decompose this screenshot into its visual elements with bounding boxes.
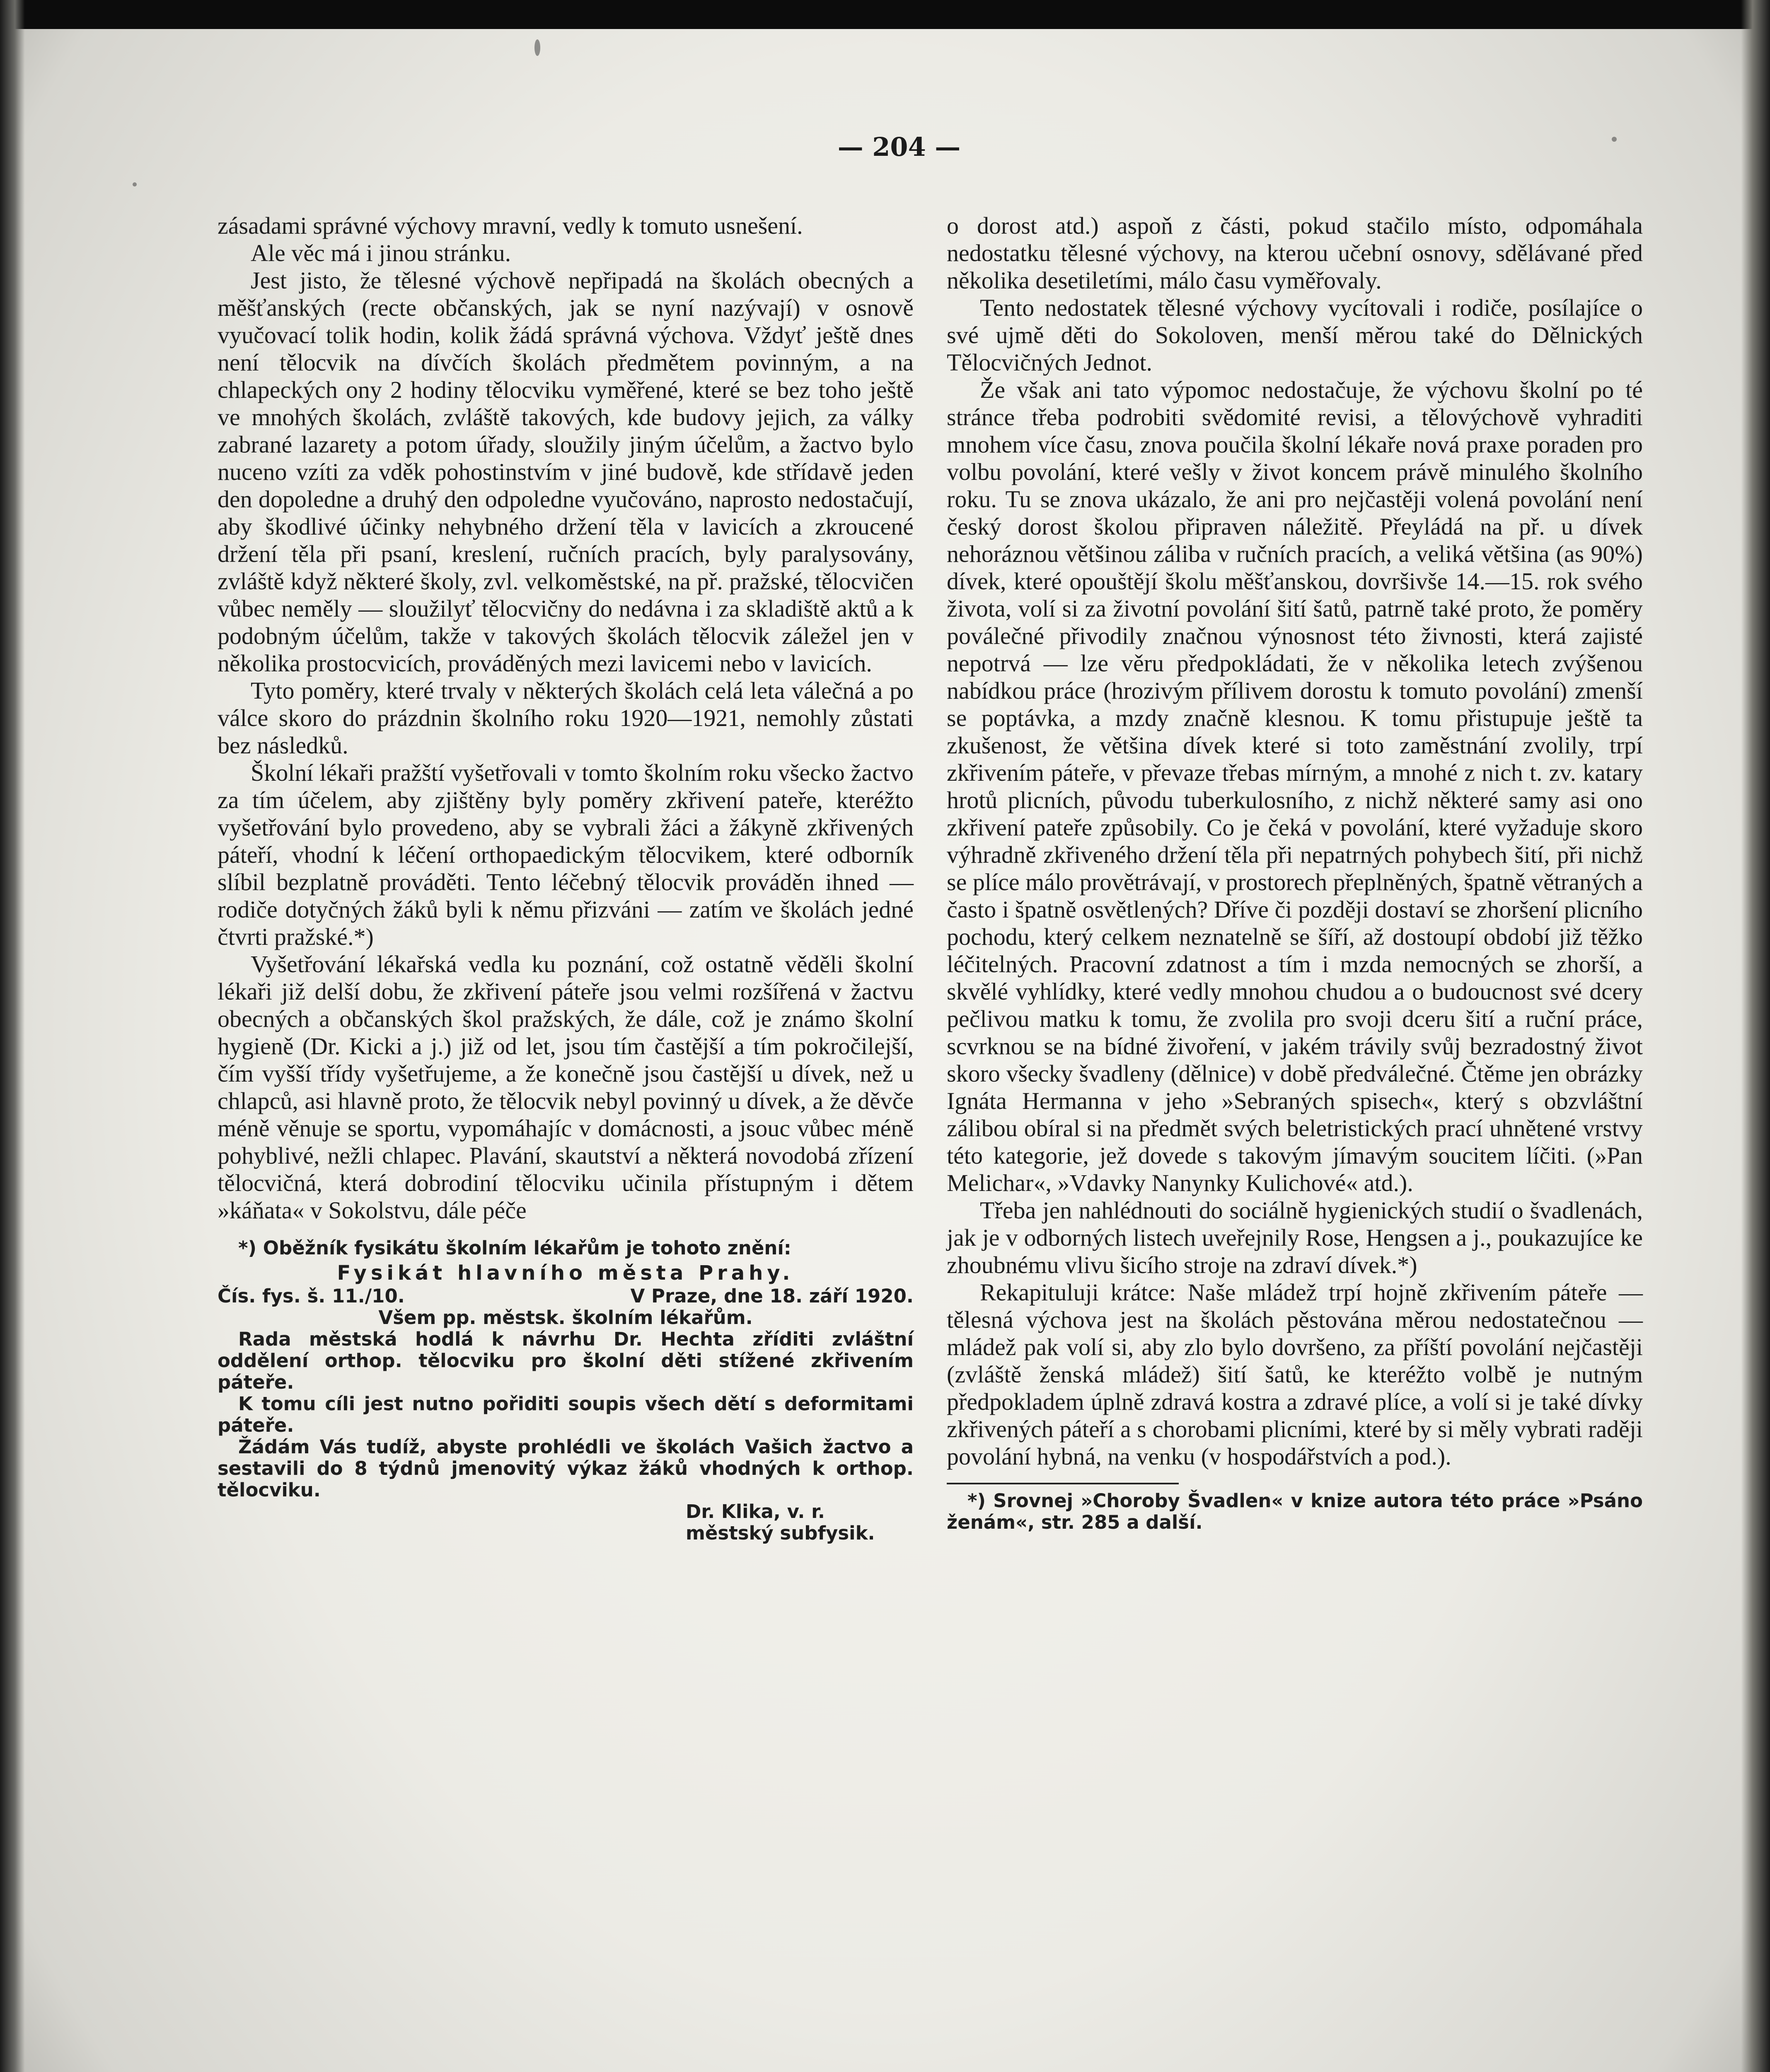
footnote-body: Rada městská hodlá k návrhu Dr. Hechta zříditi zvláštní oddělení orthop. tělocviku pro školní děti stížené zkřivením páteře.: [218, 1328, 914, 1393]
footnote-reference-row: [218, 1285, 914, 1307]
footnote-body: Žádám Vás tudíž, abyste prohlédli ve školách Vašich žactvo a sestavili do 8 týdnů jmenovitý výkaz žáků vhodných k orthop. tělocviku.: [218, 1436, 914, 1501]
page-number: — 204 —: [837, 132, 961, 162]
scan-dust: [534, 39, 540, 56]
paragraph: Tento nedostatek tělesné výchovy vycítovali i rodiče, posílajíce o své ujmě děti do Sokoloven, menší měrou také do Dělnických Tělocvičných Jednot.: [947, 294, 1643, 376]
scan-top-edge: [0, 0, 1770, 29]
footnote-intro: *) Oběžník fysikátu školním lékařům je tohoto znění:: [238, 1237, 791, 1259]
paragraph: zásadami správné výchovy mravní, vedly k tomuto usnešení.: [218, 212, 803, 239]
paragraph: Jest jisto, že tělesné výchově nepřipadá na školách obecných a měšťanských (recte občanských, jak se nyní nazývají) v osnově vyučovací tolik hodin, kolik žádá správná výchova. Vždyť ještě dnes není tělocvik na dívčích školách předmětem povinným, a na chlapeckých ony 2 hodiny tělocviku vyměřené, které se bez toho ještě ve mnohých školách, zvláště takových, kde budovy jejich, za války zabrané lazarety a potom úřady, sloužily jiným účelům, a žactvo bylo nuceno vzíti za vděk pohostinstvím v jiné budově, kde střídavě jeden den dopoledne a druhý den odpoledne vyučováno, naprosto nedostačují, aby škodlivé účinky nehybného držení těla v lavicích a zkroucené držení těla při psaní, kreslení, ručních pracích, byly paralysovány, zvláště když některé školy, zvl. velkoměstské, na př. pražské, tělocvičen vůbec neměly — sloužilyť tělocvičny do nedávna i za skladiště aktů a k podobným účelům, takže v takových školách tělocvik záležel jen v několika prostocvicích, prováděných mezi lavicemi nebo v lavicích.: [218, 267, 914, 677]
footnote-heading: Fysikát hlavního města Prahy.: [337, 1261, 794, 1285]
scan-dust: [1612, 137, 1617, 142]
scan-left-edge: [0, 0, 25, 2072]
reference-date: V Praze, dne 18. září 1920.: [630, 1285, 914, 1307]
footnote-body: K tomu cíli jest nutno pořiditi soupis všech dětí s deformitami páteře.: [218, 1393, 914, 1436]
footnote: *) Srovnej »Choroby Švadlen« v knize autora této práce »Psáno ženám«, str. 285 a další.: [947, 1490, 1643, 1533]
left-column: [218, 212, 914, 1544]
footnote-signature-title: městský subfysik.: [686, 1522, 875, 1544]
footnote: [218, 1237, 914, 1544]
paragraph: Školní lékaři pražští vyšetřovali v tomto školním roku všecko žactvo za tím účelem, aby zjištěny byly poměry zkřivení pateře, kteréžto vyšetřování bylo provedeno, aby se vybrali žáci a žákyně zkřivených páteří, vhodní k léčení orthopaedickým tělocvikem, které odborník slíbil bezplatně prováděti. Tento léčebný tělocvik prováděn ihned — rodiče dotyčných žáků byli k němu přizváni — zatím ve školách jedné čtvrti pražské.*): [218, 759, 914, 950]
paragraph: Ale věc má i jinou stránku.: [251, 240, 511, 266]
reference-number: Čís. fys. š. 11./10.: [218, 1285, 405, 1307]
scan-dust: [133, 182, 137, 186]
paragraph: o dorost atd.) aspoň z části, pokud stačilo místo, odpomáhala nedostatku tělesné výchovy, na kterou učební osnovy, sdělávané před několika desetiletími, málo času vyměřovaly.: [947, 212, 1643, 294]
footnote-addressee: Všem pp. městsk. školním lékařům.: [378, 1307, 753, 1329]
right-column: [947, 212, 1643, 1533]
paragraph: Tyto poměry, které trvaly v některých školách celá leta válečná a po válce skoro do prázdnin školního roku 1920—1921, nemohly zůstati bez následků.: [218, 677, 914, 759]
footnote-separator: [947, 1483, 1179, 1484]
paragraph: Třeba jen nahlédnouti do sociálně hygienických studií o švadlenách, jak je v odborných listech uveřejnily Rose, Hengsen a j., poukazujíce ke zhoubnému vlivu šicího stroje na zdraví dívek.*): [947, 1197, 1643, 1278]
paragraph: Že však ani tato výpomoc nedostačuje, že výchovu školní po té stránce třeba podrobiti svědomité revisi, a tělovýchově vyhraditi mnohem více času, znova poučila školní lékaře nová praxe poraden pro volbu povolání, které vešly v život koncem právě minulého školního roku. Tu se znova ukázalo, že ani pro nejčastěji volená povolání není český dorost školou připraven náležitě. Přeyládá na př. u dívek nehoráznou většinou záliba v ručních pracích, a veliká většina (as 90%) dívek, které opouštějí školu měšťanskou, dovršivše 14.—15. rok svého života, volí si za životní povolání šití šatů, patrně také proto, že poměry poválečné přivodily značnou výnosnost této živnosti, která zajisté nepotrvá — lze věru předpokládati, že v několika letech zvýšenou nabídkou práce (hrozivým přílivem dorostu k tomuto povolání) zmenší se poptávka, a mzdy značně klesnou. K tomu přistupuje ještě ta zkušenost, že většina dívek které si toto zaměstnání zvolily, trpí zkřivením páteře, v převaze třebas mírným, a mnohé z nich t. zv. katary hrotů plicních, původu tuberkulosního, z nichž některé samy asi ono zkřivení pateře způsobily. Co je čeká v povolání, které vyžaduje skoro výhradně zkřiveného držení těla při nepatrných pohybech šití, při nichž se plíce málo provětrávají, v prostorech přeplněných, špatně větraných a často i špatně osvětlených? Dříve či později dostaví se zhoršení plicního pochodu, který celkem neznatelně se šíří, až dostoupí období již těžko léčitelných. Pracovní zdatnost a tím i mzda nemocných se zhorší, a skvělé vyhlídky, které vedly mnohou chudou a o budoucnost své dcery pečlivou matku k tomu, že zvolila pro svoji dceru šití a ruční práce, scvrknou se na bídné živoření, v jakém trávily svůj bezradostný život skoro všecky švadleny (dělnice) v době předválečné. Čtěme jen obrázky Ignáta Hermanna v jeho »Sebraných spisech«, který s obzvláštní zálibou obíral si na předmět svých beletristických prací uhnětené vrstvy této kategorie, jež dovede s takovým jímavým soucitem líčiti. (»Pan Melichar«, »Vdavky Nanynky Kulichové« atd.).: [947, 376, 1643, 1196]
scan-right-edge: [1741, 0, 1770, 2072]
paragraph: Vyšetřování lékařská vedla ku poznání, což ostatně věděli školní lékaři již delší dobu, že zkřivení páteře jsou velmi rozšířená v žactvu obecných a občanských škol pražských, že dále, což je známo školní hygieně (Dr. Kicki a j.) již od let, jsou tím častější a tím pokročilejší, čím vyšší třídy vyšetřujeme, a že konečně jsou častější u dívek, než u chlapců, asi hlavně proto, že tělocvik nebyl povinný u dívek, a že děvče méně věnuje se sportu, vypomáhajíc v domácnosti, a jsouc vůbec méně pohyblivé, nežli chlapec. Plavání, skautství a některá novodobá zřízení tělocvičná, která dobrodiní tělocviku učinila přístupným i dětem »káňata« v Sokolstvu, dále péče: [218, 951, 914, 1224]
footnote-signature: Dr. Klika, v. r.: [686, 1501, 825, 1523]
paragraph: Rekapituluji krátce: Naše mládež trpí hojně zkřivením páteře — tělesná výchova jest na školách pěstována měrou nedostatečnou — mládež pak volí si, aby zlo bylo dovršeno, za příští povolání nejčastěji (zvláště ženská mládež) šití šatů, ke kteréžto volbě je nutným předpokladem úplně zdravá kostra a zdravé plíce, a volí si je také dívky zkřivených páteří a s chorobami plicními, které by si měly vybrati raději povolání hybná, na venku (v hospodářstvích a pod.).: [947, 1279, 1643, 1470]
